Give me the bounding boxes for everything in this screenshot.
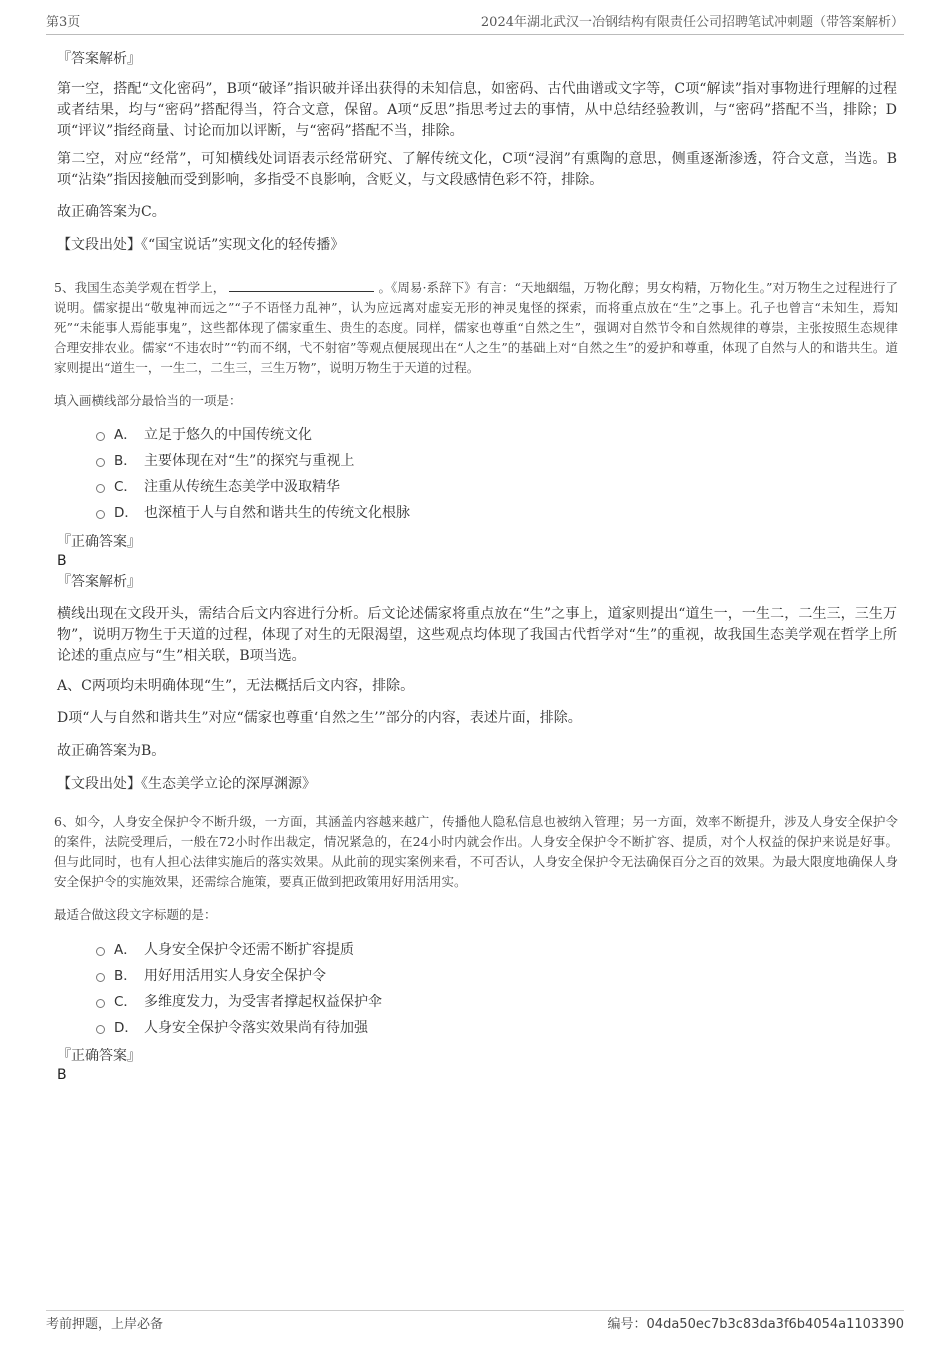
option-letter: A． — [114, 942, 137, 958]
option-text: 注重从传统生态美学中汲取精华 — [144, 479, 340, 495]
analysis-label: 『答案解析』 — [57, 574, 141, 590]
radio-button[interactable] — [96, 432, 105, 441]
correct-answer-label: 『正确答案』 — [57, 534, 141, 550]
option-letter: C． — [114, 994, 137, 1010]
question-6-prompt: 最适合做这段文字标题的是： — [54, 907, 217, 922]
option-letter: D． — [114, 1020, 138, 1036]
radio-button[interactable] — [96, 484, 105, 493]
option-d[interactable] — [96, 502, 410, 524]
analysis-conclusion: 故正确答案为C。 — [57, 204, 166, 220]
document-title: 2024年湖北武汉一冶钢结构有限责任公司招聘笔试冲刺题（带答案解析） — [480, 15, 904, 30]
option-letter: B． — [114, 453, 137, 469]
analysis-label: 『答案解析』 — [57, 51, 141, 67]
option-text: 人身安全保护令落实效果尚有待加强 — [144, 1020, 368, 1036]
option-c[interactable] — [96, 991, 382, 1013]
option-c[interactable] — [96, 476, 340, 498]
question-5-body: 。《周易·系辞下》有言：“天地絪缊，万物化醇；男女构精，万物化生。”对万物生之过程进行了说明。儒家提出“敬鬼神而远之”“子不语怪力乱神”，认为应远离对虚妄无形的神灵鬼怪的探索，而将重点放在“生”之事上。孔子也曾言“未知生，焉知死”“未能事人焉能事鬼”，这些都体现了儒家重生、贵生的态度。同样，儒家也尊重“自然之生”，强调对自然节令和自然规律的尊崇，主张按照生态规律合理安排农业。儒家“不违农时”“钓而不纲，弋不射宿”等观点便展现出在“人之生”的基础上对“自然之生”的爱护和尊重，体现了自然与人的和谐共生。道家则提出“道生一，一生二，二生三，三生万物”，说明万物生于天道的过程。 — [54, 280, 898, 375]
analysis-paragraph: 第二空，对应“经常”，可知横线处词语表示经常研究、了解传统文化，C项“浸润”有熏陶的意思，侧重逐渐渗透，符合文意，当选。B项“沾染”指因接触而受到影响，多指受不良影响，含贬义，与文段感情色彩不符，排除。 — [57, 151, 897, 188]
radio-button[interactable] — [96, 999, 105, 1008]
correct-answer-label: 『正确答案』 — [57, 1048, 141, 1064]
source-citation: 【文段出处】《“国宝说话”实现文化的轻传播》 — [57, 237, 345, 253]
option-a[interactable] — [96, 424, 312, 446]
option-letter: D． — [114, 505, 138, 521]
option-text: 主要体现在对“生”的探究与重视上 — [144, 453, 355, 469]
analysis-paragraph: D项“人与自然和谐共生”对应“儒家也尊重‘自然之生’”部分的内容，表述片面，排除。 — [57, 710, 582, 726]
question-6-text: 6、如今，人身安全保护令不断升级，一方面，其涵盖内容越来越广，传播他人隐私信息也被纳入管理；另一方面，效率不断提升，涉及人身安全保护令的案件，法院受理后，一般在72小时作出裁定，情况紧急的，在24小时内就会作出。人身安全保护令不断扩容、提质，对个人权益的保护来说是好事。但与此同时，也有人担心法律实施后的落实效果。从此前的现实案例来看，不可否认，人身安全保护令无法确保百分之百的效果。为最大限度地确保人身安全保护令的实施效果，还需综合施策，要真正做到把政策用好用活用实。 — [54, 814, 898, 889]
question-5-prompt: 填入画横线部分最恰当的一项是： — [54, 393, 242, 408]
option-d[interactable] — [96, 1017, 368, 1039]
source-citation: 【文段出处】《生态美学立论的深厚渊源》 — [57, 776, 316, 792]
analysis-conclusion: 故正确答案为B。 — [57, 743, 166, 759]
option-letter: A． — [114, 427, 137, 443]
page-number: 第3页 — [46, 15, 81, 30]
footer-slogan: 考前押题，上岸必备 — [46, 1317, 164, 1332]
page-header — [46, 14, 904, 35]
option-text: 也深植于人与自然和谐共生的传统文化根脉 — [144, 505, 410, 521]
page-footer — [46, 1310, 904, 1335]
document-code — [608, 1315, 904, 1335]
radio-button[interactable] — [96, 458, 105, 467]
analysis-paragraph: 第一空，搭配“文化密码”，B项“破译”指识破并译出获得的未知信息，如密码、古代曲谱或文字等，C项“解读”指对事物进行理解的过程或者结果，均与“密码”搭配得当，符合文意，保留。A项“反思”指思考过去的事情，从中总结经验教训，与“密码”搭配不当，排除；D项“评议”指经商量、讨论而加以评断，与“密码”搭配不当，排除。 — [57, 81, 897, 139]
option-b[interactable] — [96, 450, 354, 472]
option-text: 用好用活用实人身安全保护令 — [144, 968, 326, 984]
question-5-lead: 5、我国生态美学观在哲学上， — [54, 280, 226, 295]
option-b[interactable] — [96, 965, 326, 987]
option-letter: C． — [114, 479, 137, 495]
option-text: 多维度发力，为受害者撑起权益保护伞 — [144, 994, 382, 1010]
radio-button[interactable] — [96, 1025, 105, 1034]
analysis-paragraph: 横线出现在文段开头，需结合后文内容进行分析。后文论述儒家将重点放在“生”之事上，道家则提出“道生一，一生二，二生三，三生万物”，说明万物生于天道的过程，体现了对生的无限渴望，这些观点均体现了我国古代哲学对“生”的重视，故我国生态美学观在哲学上所论述的重点应与“生”相关联，B项当选。 — [57, 606, 897, 664]
option-letter: B． — [114, 968, 137, 984]
radio-button[interactable] — [96, 973, 105, 982]
question-5-text — [54, 278, 898, 378]
option-a[interactable] — [96, 939, 354, 961]
option-text: 人身安全保护令还需不断扩容提质 — [144, 942, 354, 958]
correct-answer: B — [57, 1067, 67, 1083]
radio-button[interactable] — [96, 947, 105, 956]
correct-answer: B — [57, 553, 67, 569]
code-value: 04da50ec7b3c83da3f6b4054a1103390 — [646, 1317, 904, 1332]
analysis-paragraph: A、C两项均未明确体现“生”，无法概括后文内容，排除。 — [57, 678, 415, 694]
radio-button[interactable] — [96, 510, 105, 519]
fill-blank — [229, 279, 374, 292]
option-text: 立足于悠久的中国传统文化 — [144, 427, 312, 443]
code-label: 编号： — [607, 1317, 647, 1332]
